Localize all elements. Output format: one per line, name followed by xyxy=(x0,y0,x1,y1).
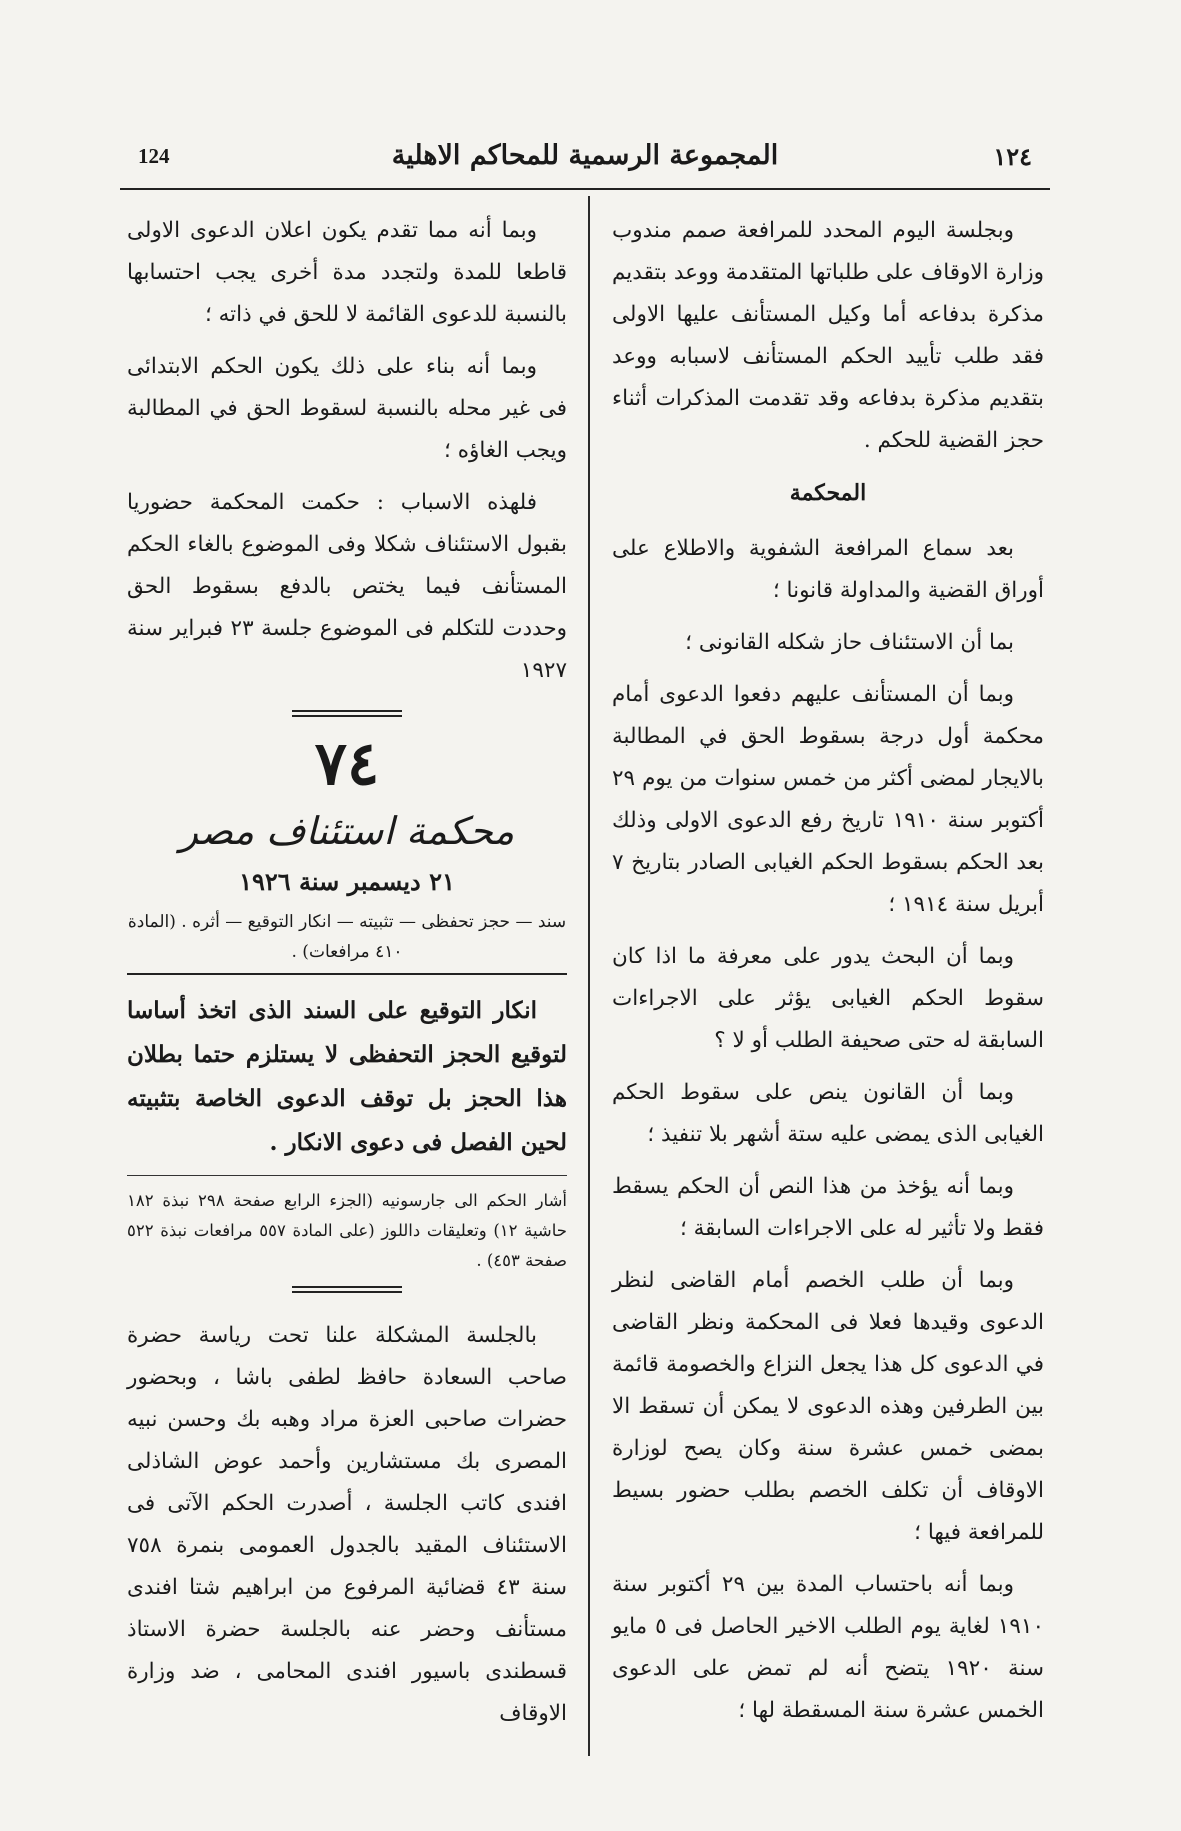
running-title: المجموعة الرسمية للمحاكم الاهلية xyxy=(391,140,779,171)
section-rule xyxy=(292,1286,402,1293)
page-number-latin: 124 xyxy=(138,144,170,168)
court-name: محكمة استئناف مصر xyxy=(179,809,515,853)
paragraph: بعد سماع المرافعة الشفوية والاطلاع على أوراق القضية والمداولة قانونا ؛ xyxy=(612,536,1044,603)
paragraph: بما أن الاستئناف حاز شكله القانونى ؛ xyxy=(685,630,1014,655)
court-heading: المحكمة xyxy=(789,480,867,506)
paragraph: وبما أنه مما تقدم يكون اعلان الدعوى الاولى قاطعا للمدة ولتجدد مدة أخرى يجب احتسابها بالنسبة للدعوى القائمة لا للحق في ذاته ؛ xyxy=(127,218,567,327)
footnote: أشار الحكم الى جارسونيه (الجزء الرابع صفحة ٢٩٨ نبذة ١٨٢ حاشية ١٢) وتعليقات داللوز (على المادة ٥٥٧ مرافعات نبذة ٥٢٢ صفحة ٤٥٣) . xyxy=(127,1191,567,1270)
case-number: ٧٤ xyxy=(314,729,380,799)
session-paragraph: بالجلسة المشكلة علنا تحت رياسة حضرة صاحب السعادة حافظ لطفى باشا ، وبحضور حضرات صاحبى العزة مراد وهبه بك وحسن نبيه المصرى بك مستشارين وأحمد عوض الشاذلى افندى كاتب الجلسة ، أصدرت الحكم الآتى فى الاستئناف المقيد بالجدول العمومى بنمرة ٧٥٨ سنة ٤٣ قضائية المرفوع من ابراهيم شتا افندى مستأنف وحضر عنه بالجلسة حضرة الاستاذ قسطندى باسيور افندى المحامى ، ضد وزارة الاوقاف xyxy=(127,1323,567,1726)
paragraph: وبما أنه بناء على ذلك يكون الحكم الابتدائى فى غير محله بالنسبة لسقوط الحق في المطالبة ويجب الغاؤه ؛ xyxy=(127,354,567,463)
footnote-rule xyxy=(127,1175,567,1176)
paragraph: وبما أن القانون ينص على سقوط الحكم الغيابى الذى يمضى عليه ستة أشهر بلا تنفيذ ؛ xyxy=(612,1080,1044,1147)
section-rule xyxy=(292,710,402,717)
page-number-arabic: ١٢٤ xyxy=(993,142,1032,171)
legal-principle: انكار التوقيع على السند الذى اتخذ أساسا لتوقيع الحجز التحفظى لا يستلزم حتما بطلان هذا الحجز بل توقف الدعوى الخاصة بتثبيته لحين الفصل فى دعوى الانكار . xyxy=(127,997,567,1156)
case-keywords: سند — حجز تحفظى — تثبيته — انكار التوقيع — أثره . (المادة ٤١٠ مرافعات) . xyxy=(127,912,567,962)
paragraph: وبما أنه باحتساب المدة بين ٢٩ أكتوبر سنة ١٩١٠ لغاية يوم الطلب الاخير الحاصل فى ٥ مايو سنة ١٩٢٠ يتضح أنه لم تمض على الدعوى الخمس عشرة سنة المسقطة لها ؛ xyxy=(612,1572,1044,1723)
principle-rule xyxy=(127,973,567,975)
paragraph: وبما أن البحث يدور على معرفة ما اذا كان سقوط الحكم الغيابى يؤثر على الاجراءات السابقة له حتى صحيفة الطلب أو لا ؟ xyxy=(612,944,1044,1053)
header-rule xyxy=(120,188,1050,190)
paragraph: فلهذه الاسباب : حكمت المحكمة حضوريا بقبول الاستئناف شكلا وفى الموضوع بالغاء الحكم المستأنف فيما يختص بالدفع بسقوط الحق وحددت للتكلم فى الموضوع جلسة ٢٣ فبراير سنة ١٩٢٧ xyxy=(127,490,567,683)
paragraph: وبجلسة اليوم المحدد للمرافعة صمم مندوب وزارة الاوقاف على طلباتها المتقدمة ووعد بتقديم مذكرة بدفاعه أما وكيل المستأنف عليها الاولى فقد طلب تأييد الحكم المستأنف لاسبابه ووعد بتقديم مذكرة بدفاعه وقد تقدمت المذكرات أثناء حجز القضية للحكم . xyxy=(612,218,1044,453)
left-column xyxy=(127,210,567,1745)
right-column xyxy=(612,210,1044,1742)
paragraph: وبما أن المستأنف عليهم دفعوا الدعوى أمام محكمة أول درجة بسقوط الحق في المطالبة بالايجار لمضى أكثر من خمس سنوات من يوم ٢٩ أكتوبر سنة ١٩١٠ تاريخ رفع الدعوى الاولى وذلك بعد الحكم بسقوط الحكم الغيابى الصادر بتاريخ ٧ أبريل سنة ١٩١٤ ؛ xyxy=(612,682,1044,917)
case-date: ٢١ ديسمبر سنة ١٩٢٦ xyxy=(239,867,455,896)
paragraph: وبما أنه يؤخذ من هذا النص أن الحكم يسقط فقط ولا تأثير له على الاجراءات السابقة ؛ xyxy=(612,1174,1044,1241)
paragraph: وبما أن طلب الخصم أمام القاضى لنظر الدعوى وقيدها فعلا فى المحكمة ونظر القاضى في الدعوى كل هذا يجعل النزاع والخصومة قائمة بين الطرفين وهذه الدعوى لا يمكن أن تسقط الا بمضى خمس عشرة سنة وكان يصح لوزارة الاوقاف أن تكلف الخصم بطلب حضور بسيط للمرافعة فيها ؛ xyxy=(612,1268,1044,1545)
column-divider xyxy=(588,196,590,1756)
page-header xyxy=(120,140,1050,182)
